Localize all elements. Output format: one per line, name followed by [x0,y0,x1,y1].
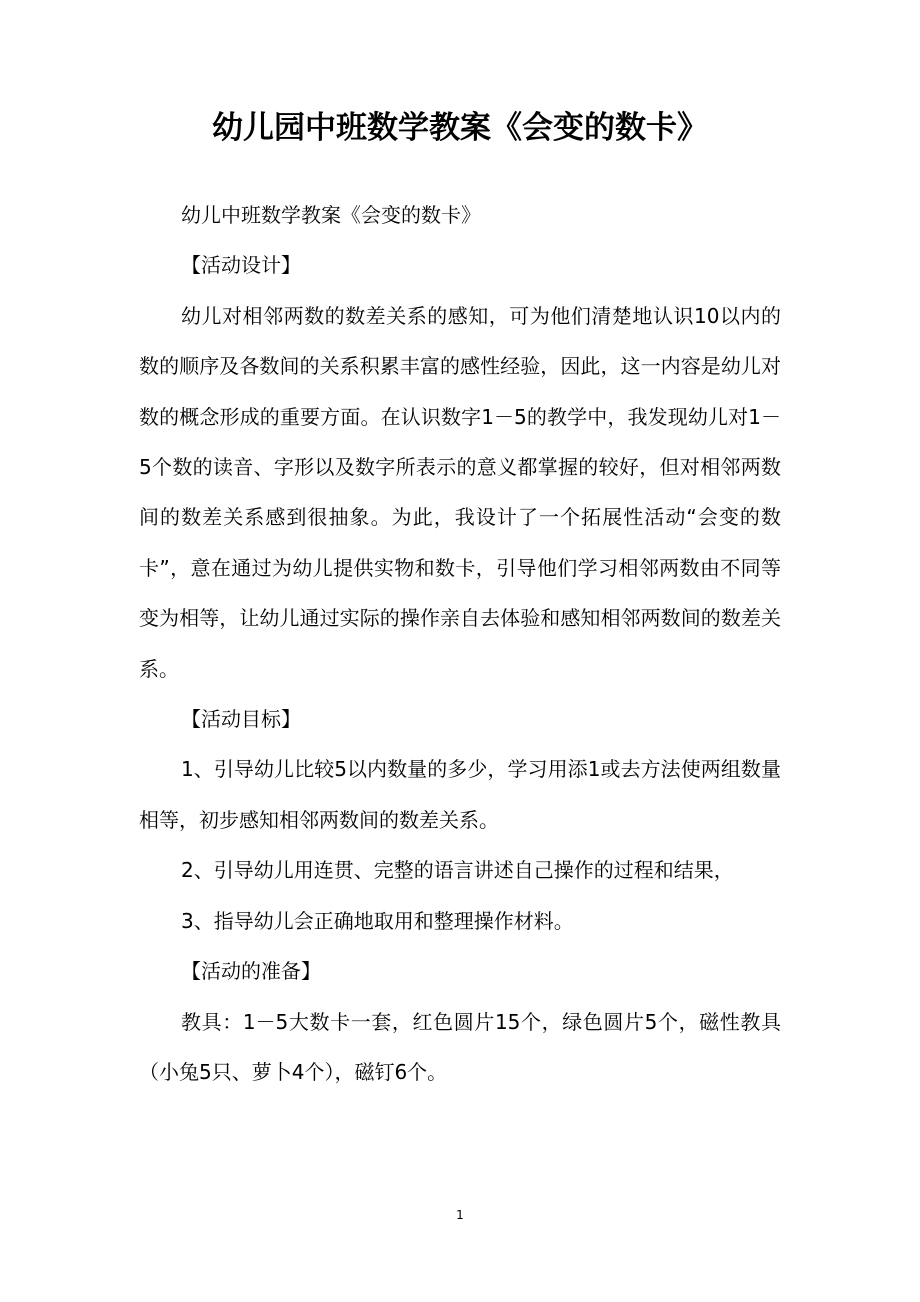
goal-item-2: 2、引导幼儿用连贯、完整的语言讲述自己操作的过程和结果， [181,858,734,883]
design-paragraph: 幼儿对相邻两数的数差关系的感知，可为他们清楚地认识10以内的数的顺序及各数间的关系积累丰富的感性经验，因此，这一内容是幼儿对数的概念形成的重要方面。在认识数字1－5的教学中，我发现幼儿对1－5个数的读音、字形以及数字所表示的意义都掌握的较好，但对相邻两数间的数差关系感到很抽象。为此，我设计了一个拓展性活动“会变的数卡”，意在通过为幼儿提供实物和数卡，引导他们学习相邻两数由不同等变为相等，让幼儿通过实际的操作亲自去体验和感知相邻两数间的数差关系。 [139,303,781,681]
document-body [139,190,781,1097]
goal-item-3: 3、指导幼儿会正确地取用和整理操作材料。 [181,908,574,933]
section-heading-goals: 【活动目标】 [181,707,301,732]
section-heading-design: 【活动设计】 [181,253,301,278]
goal-item-1: 1、引导幼儿比较5以内数量的多少，学习用添1或去方法使两组数量相等，初步感知相邻两数间的数差关系。 [139,757,781,832]
subtitle-paragraph: 幼儿中班数学教案《会变的数卡》 [181,203,481,227]
document-title: 幼儿园中班数学教案《会变的数卡》 [212,110,708,146]
preparation-paragraph: 教具：1－5大数卡一套，红色圆片15个，绿色圆片5个，磁性教具（小兔5只、萝卜4个），磁钉6个。 [139,1009,781,1084]
section-heading-preparation: 【活动的准备】 [181,959,321,984]
page-number: 1 [456,1208,464,1222]
